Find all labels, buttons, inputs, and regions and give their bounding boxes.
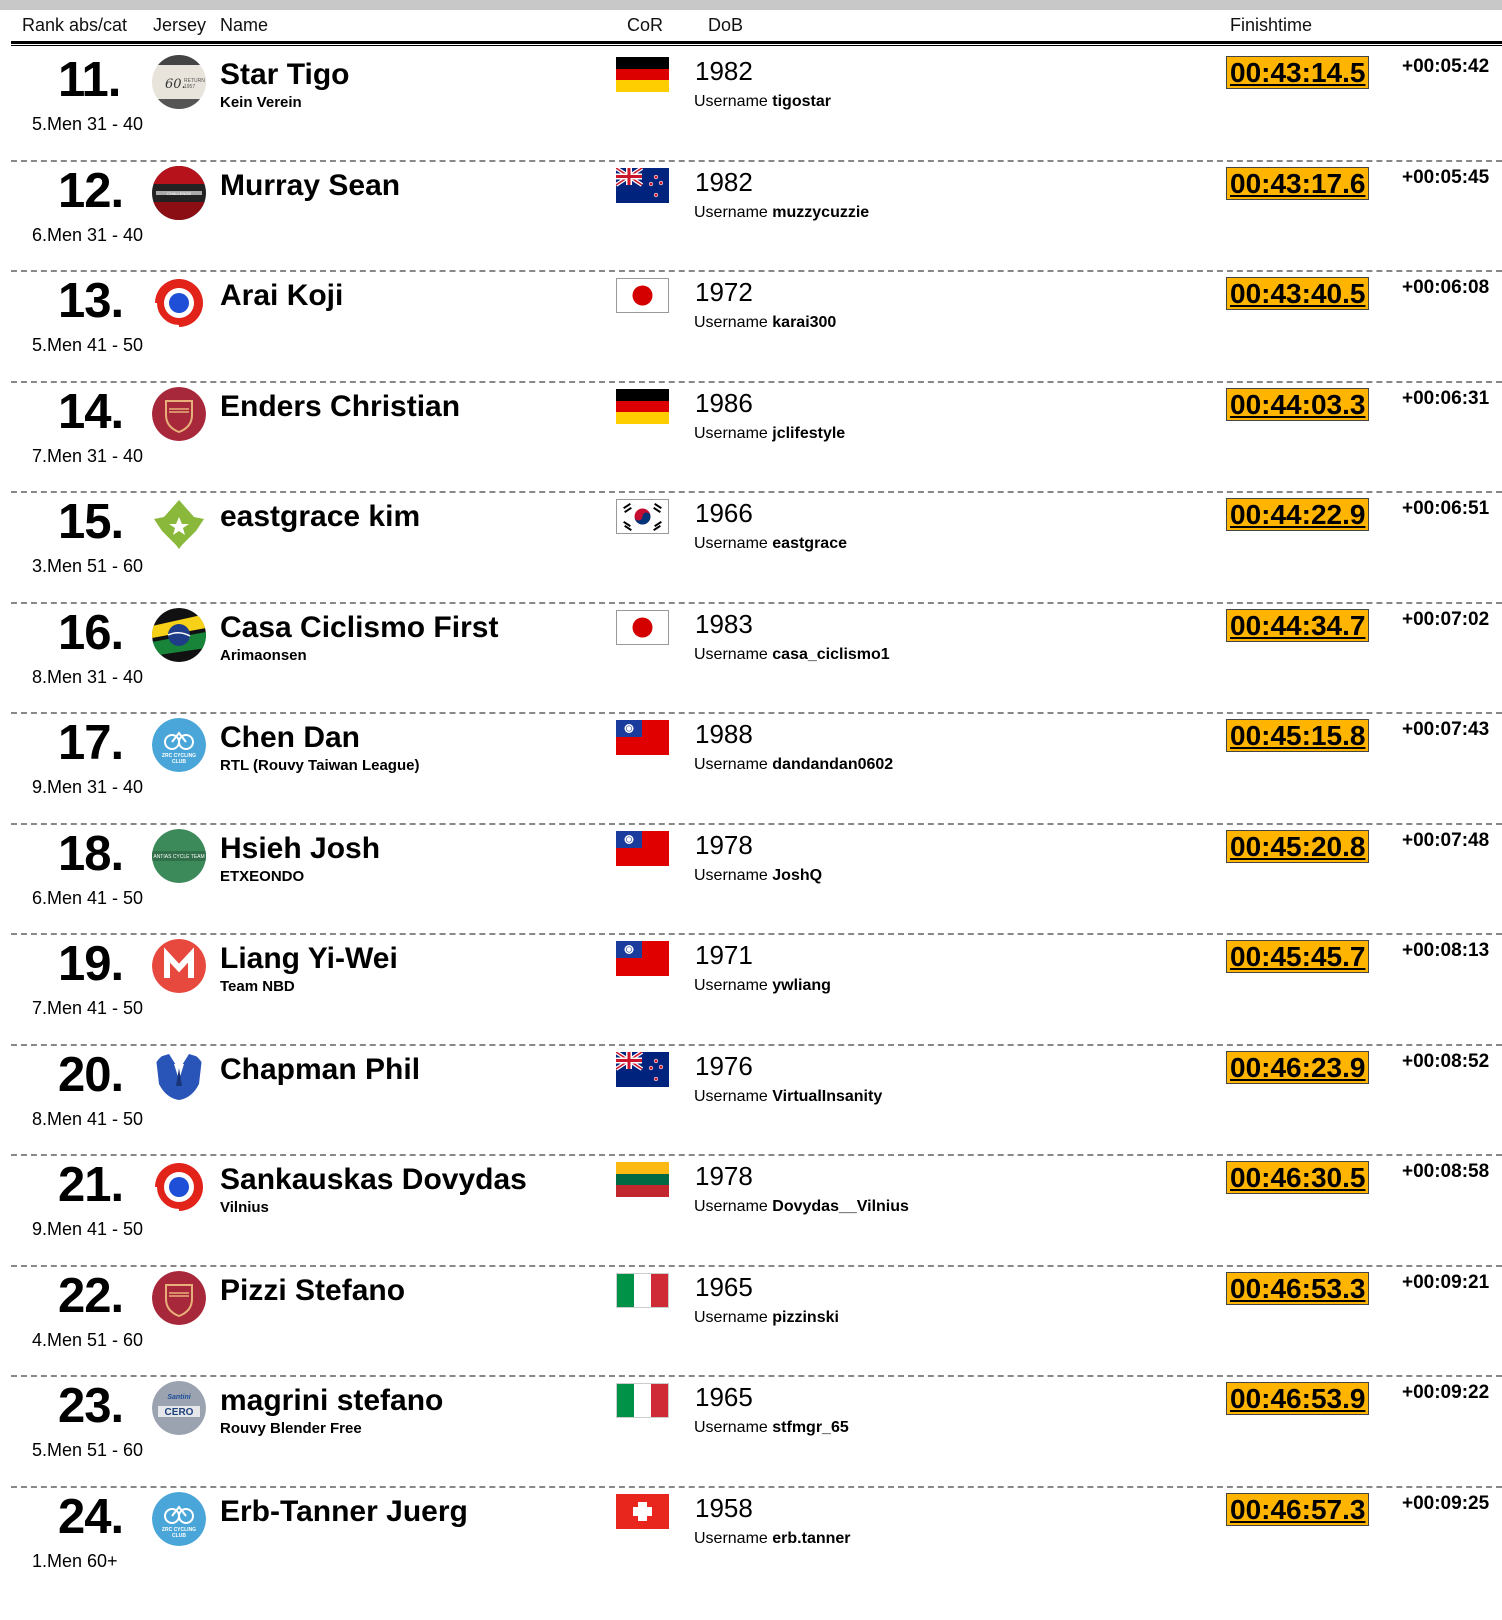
username-line bbox=[694, 977, 831, 995]
rider-name[interactable]: Sankauskas Dovydas bbox=[220, 1163, 527, 1196]
time-gap: +00:07:02 bbox=[1402, 608, 1490, 630]
row-divider bbox=[11, 160, 1502, 162]
username-value: erb.tanner bbox=[772, 1529, 851, 1547]
username-value: jclifestyle bbox=[772, 424, 846, 442]
username-label: Username bbox=[694, 1308, 768, 1326]
username-line bbox=[694, 204, 869, 222]
rider-name[interactable]: Chen Dan bbox=[220, 721, 361, 754]
rank-category: 8.Men 31 - 40 bbox=[32, 666, 144, 687]
rider-team: RTL (Rouvy Taiwan League) bbox=[220, 757, 420, 774]
username-value: dandandan0602 bbox=[772, 756, 894, 773]
rank-abs: 14. bbox=[58, 384, 124, 439]
rider-team: Team NBD bbox=[220, 978, 295, 995]
header-rank: Rank abs/cat bbox=[22, 15, 128, 35]
row-divider bbox=[11, 1375, 1502, 1377]
svg-text:ANTIAS CYCLE TEAM: ANTIAS CYCLE TEAM bbox=[153, 853, 205, 860]
rank-abs: 13. bbox=[58, 274, 124, 328]
rider-name[interactable]: eastgrace kim bbox=[220, 500, 421, 533]
username-label: Username bbox=[694, 645, 768, 663]
rider-name[interactable]: Chapman Phil bbox=[220, 1052, 421, 1086]
username-line bbox=[694, 1530, 851, 1548]
row-divider bbox=[11, 381, 1502, 383]
date-of-birth: 1983 bbox=[695, 608, 753, 639]
row-divider bbox=[11, 1265, 1502, 1267]
country-flag-icon bbox=[616, 389, 669, 424]
time-gap: +00:08:13 bbox=[1402, 940, 1490, 961]
rank-abs: 18. bbox=[58, 826, 124, 881]
jersey-icon bbox=[152, 497, 206, 551]
username-line bbox=[694, 535, 847, 553]
username-label: Username bbox=[694, 866, 768, 884]
time-gap: +00:09:25 bbox=[1402, 1492, 1490, 1514]
country-flag-icon bbox=[616, 278, 669, 313]
date-of-birth: 1978 bbox=[695, 1161, 753, 1191]
rank-category: 5.Men 31 - 40 bbox=[32, 114, 144, 134]
rank-category: 5.Men 41 - 50 bbox=[32, 335, 144, 355]
time-gap: +00:05:42 bbox=[1402, 56, 1490, 77]
country-flag-icon bbox=[616, 610, 669, 645]
rank-abs: 12. bbox=[58, 163, 124, 218]
header-finishtime: Finishtime bbox=[1230, 15, 1313, 35]
username-value: JoshQ bbox=[772, 866, 823, 884]
rider-name[interactable]: Murray Sean bbox=[220, 168, 401, 202]
time-gap: +00:08:52 bbox=[1402, 1050, 1490, 1072]
time-gap: +00:06:51 bbox=[1402, 498, 1490, 519]
date-of-birth: 1986 bbox=[695, 387, 753, 418]
jersey-icon bbox=[152, 1160, 206, 1214]
country-flag-icon bbox=[616, 1383, 669, 1418]
date-of-birth: 1958 bbox=[695, 1492, 753, 1523]
result-row bbox=[0, 1376, 1502, 1490]
rank-category: 6.Men 31 - 40 bbox=[32, 224, 144, 245]
date-of-birth: 1966 bbox=[695, 498, 753, 528]
country-flag-icon bbox=[616, 720, 669, 755]
jersey-icon bbox=[152, 829, 206, 883]
finish-time[interactable]: 00:45:20.8 bbox=[1226, 830, 1369, 863]
finish-time[interactable]: 00:46:23.9 bbox=[1226, 1051, 1369, 1084]
result-row bbox=[0, 271, 1502, 385]
username-line bbox=[694, 1309, 839, 1327]
svg-text:CLUB: CLUB bbox=[172, 759, 186, 765]
rider-team: Kein Verein bbox=[220, 94, 302, 111]
rank-abs: 11. bbox=[58, 53, 121, 107]
result-row bbox=[0, 382, 1502, 496]
header-dob: DoB bbox=[708, 15, 744, 35]
finish-time[interactable]: 00:45:15.8 bbox=[1226, 719, 1369, 752]
username-line bbox=[694, 867, 822, 885]
rider-team: ETXEONDO bbox=[220, 867, 305, 885]
username-line bbox=[694, 1088, 882, 1106]
jersey-icon bbox=[152, 718, 206, 772]
rank-category: 9.Men 31 - 40 bbox=[32, 777, 144, 797]
result-row bbox=[0, 1487, 1502, 1601]
username-label: Username bbox=[694, 1419, 768, 1436]
username-value: casa_ciclismo1 bbox=[772, 645, 890, 663]
svg-text:ZRC CYCLING: ZRC CYCLING bbox=[161, 1526, 197, 1533]
rider-name[interactable]: Casa Ciclismo First bbox=[220, 610, 499, 644]
username-label: Username bbox=[694, 424, 768, 442]
jersey-icon bbox=[152, 608, 206, 662]
svg-text:60.: 60. bbox=[165, 77, 186, 92]
username-value: tigostar bbox=[772, 93, 831, 110]
country-flag-icon bbox=[616, 499, 669, 534]
time-gap: +00:06:08 bbox=[1402, 277, 1490, 298]
date-of-birth: 1965 bbox=[695, 1271, 753, 1302]
rank-category: 4.Men 51 - 60 bbox=[32, 1329, 144, 1350]
svg-text:Santini: Santini bbox=[167, 1394, 191, 1401]
username-value: stfmgr_65 bbox=[772, 1419, 849, 1436]
date-of-birth: 1982 bbox=[695, 56, 753, 86]
rank-abs: 20. bbox=[58, 1047, 124, 1102]
rider-team: Vilnius bbox=[220, 1199, 269, 1216]
rank-category: 6.Men 41 - 50 bbox=[32, 887, 144, 908]
date-of-birth: 1971 bbox=[695, 940, 753, 970]
time-gap: +00:05:45 bbox=[1402, 166, 1490, 188]
rank-abs: 17. bbox=[58, 716, 124, 770]
country-flag-icon bbox=[616, 57, 669, 92]
result-row bbox=[0, 50, 1502, 164]
top-bar bbox=[0, 0, 1502, 10]
svg-text:CHALLENGE: CHALLENGE bbox=[166, 190, 192, 196]
finish-time[interactable]: 00:46:53.9 bbox=[1226, 1382, 1369, 1415]
svg-text:1957: 1957 bbox=[184, 84, 196, 90]
username-line bbox=[694, 756, 893, 774]
time-gap: +00:07:48 bbox=[1402, 829, 1490, 851]
row-divider bbox=[11, 602, 1502, 604]
result-row bbox=[0, 161, 1502, 275]
rider-team: Rouvy Blender Free bbox=[220, 1420, 362, 1437]
finish-time[interactable]: 00:46:30.5 bbox=[1226, 1161, 1369, 1194]
jersey-icon bbox=[152, 1050, 206, 1104]
result-row bbox=[0, 1045, 1502, 1159]
date-of-birth: 1965 bbox=[695, 1382, 753, 1412]
username-line bbox=[694, 93, 831, 111]
username-line bbox=[694, 1419, 849, 1437]
row-divider bbox=[11, 1044, 1502, 1046]
rider-name[interactable]: Star Tigo bbox=[220, 58, 350, 91]
username-label: Username bbox=[694, 314, 768, 331]
date-of-birth: 1976 bbox=[695, 1050, 753, 1081]
svg-text:CLUB: CLUB bbox=[172, 1532, 186, 1539]
country-flag-icon bbox=[616, 168, 669, 203]
row-divider bbox=[11, 823, 1502, 825]
finish-time[interactable]: 00:43:17.6 bbox=[1226, 167, 1369, 200]
username-line bbox=[694, 425, 845, 443]
header-cor: CoR bbox=[627, 15, 664, 35]
rider-name[interactable]: magrini stefano bbox=[220, 1384, 444, 1417]
username-value: karai300 bbox=[772, 314, 837, 331]
date-of-birth: 1982 bbox=[695, 166, 753, 197]
country-flag-icon bbox=[616, 1494, 669, 1529]
country-flag-icon bbox=[616, 1052, 669, 1087]
username-label: Username bbox=[694, 1198, 768, 1215]
username-label: Username bbox=[694, 1087, 768, 1105]
svg-text:ZRC CYCLING: ZRC CYCLING bbox=[161, 753, 197, 759]
result-row bbox=[0, 713, 1502, 827]
rider-name[interactable]: Erb-Tanner Juerg bbox=[220, 1494, 468, 1528]
time-gap: +00:09:22 bbox=[1402, 1382, 1490, 1403]
rank-category: 5.Men 51 - 60 bbox=[32, 1440, 144, 1460]
time-gap: +00:09:21 bbox=[1402, 1271, 1490, 1293]
rank-category: 9.Men 41 - 50 bbox=[32, 1219, 144, 1239]
rank-abs: 19. bbox=[58, 937, 124, 991]
jersey-icon bbox=[152, 166, 206, 220]
rider-name[interactable]: Arai Koji bbox=[220, 279, 344, 312]
row-divider bbox=[11, 933, 1502, 935]
finish-time[interactable]: 00:46:57.3 bbox=[1226, 1493, 1369, 1526]
finish-time[interactable]: 00:44:34.7 bbox=[1226, 609, 1369, 642]
rank-abs: 24. bbox=[58, 1489, 124, 1544]
country-flag-icon bbox=[616, 1273, 669, 1308]
username-value: pizzinski bbox=[772, 1308, 839, 1326]
country-flag-icon bbox=[616, 941, 669, 976]
rank-category: 1.Men 60+ bbox=[32, 1550, 118, 1571]
country-flag-icon bbox=[616, 1162, 669, 1197]
rider-name[interactable]: Liang Yi-Wei bbox=[220, 942, 398, 975]
jersey-icon bbox=[152, 55, 206, 109]
username-value: eastgrace bbox=[772, 535, 847, 552]
rank-abs: 16. bbox=[58, 605, 124, 660]
jersey-icon bbox=[152, 939, 206, 993]
jersey-icon bbox=[152, 1492, 206, 1546]
jersey-icon bbox=[152, 1381, 206, 1435]
finish-time[interactable]: 00:46:53.3 bbox=[1226, 1272, 1369, 1305]
rank-abs: 23. bbox=[58, 1379, 124, 1433]
username-line bbox=[694, 1198, 909, 1216]
header-jersey: Jersey bbox=[153, 15, 207, 35]
result-row bbox=[0, 492, 1502, 606]
rider-name[interactable]: Hsieh Josh bbox=[220, 831, 381, 865]
result-row bbox=[0, 1155, 1502, 1269]
username-label: Username bbox=[694, 535, 768, 552]
date-of-birth: 1978 bbox=[695, 829, 753, 860]
finish-time[interactable]: 00:44:03.3 bbox=[1226, 388, 1369, 421]
time-gap: +00:08:58 bbox=[1402, 1161, 1490, 1182]
row-divider bbox=[11, 270, 1502, 272]
date-of-birth: 1972 bbox=[695, 277, 753, 307]
rank-category: 3.Men 51 - 60 bbox=[32, 556, 144, 576]
result-row bbox=[0, 1266, 1502, 1380]
username-line bbox=[694, 646, 890, 664]
country-flag-icon bbox=[616, 831, 669, 866]
header-divider-thin bbox=[11, 45, 1502, 46]
username-label: Username bbox=[694, 1529, 768, 1547]
rider-name[interactable]: Enders Christian bbox=[220, 389, 461, 423]
finish-time[interactable]: 00:43:14.5 bbox=[1226, 56, 1369, 89]
time-gap: +00:07:43 bbox=[1402, 719, 1490, 740]
username-label: Username bbox=[694, 93, 768, 110]
username-value: Dovydas__Vilnius bbox=[772, 1198, 909, 1215]
row-divider bbox=[11, 1154, 1502, 1156]
finish-time[interactable]: 00:43:40.5 bbox=[1226, 277, 1369, 310]
rank-abs: 15. bbox=[58, 495, 124, 549]
rank-abs: 22. bbox=[58, 1268, 124, 1323]
rider-name[interactable]: Pizzi Stefano bbox=[220, 1273, 406, 1307]
rank-category: 7.Men 41 - 50 bbox=[32, 998, 144, 1018]
rank-category: 8.Men 41 - 50 bbox=[32, 1108, 144, 1129]
rank-category: 7.Men 31 - 40 bbox=[32, 445, 144, 466]
header-divider bbox=[11, 41, 1502, 44]
result-row bbox=[0, 603, 1502, 717]
svg-text:CERO: CERO bbox=[164, 1407, 194, 1418]
username-label: Username bbox=[694, 203, 768, 221]
jersey-icon bbox=[152, 387, 206, 441]
username-label: Username bbox=[694, 977, 768, 994]
rank-abs: 21. bbox=[58, 1158, 124, 1212]
username-value: VirtualInsanity bbox=[772, 1087, 883, 1105]
result-row bbox=[0, 824, 1502, 938]
result-row bbox=[0, 934, 1502, 1048]
row-divider bbox=[11, 1486, 1502, 1488]
date-of-birth: 1988 bbox=[695, 719, 753, 749]
rider-team: Arimaonsen bbox=[220, 646, 307, 664]
jersey-icon bbox=[152, 1271, 206, 1325]
username-value: muzzycuzzie bbox=[772, 203, 870, 221]
finish-time[interactable]: 00:44:22.9 bbox=[1226, 498, 1369, 531]
row-divider bbox=[11, 712, 1502, 714]
username-value: ywliang bbox=[772, 977, 831, 994]
row-divider bbox=[11, 491, 1502, 493]
finish-time[interactable]: 00:45:45.7 bbox=[1226, 940, 1369, 973]
username-line bbox=[694, 314, 836, 332]
svg-text:RETURN: RETURN bbox=[184, 78, 205, 84]
header-name: Name bbox=[220, 15, 269, 35]
time-gap: +00:06:31 bbox=[1402, 387, 1490, 409]
jersey-icon bbox=[152, 276, 206, 330]
username-label: Username bbox=[694, 756, 768, 773]
